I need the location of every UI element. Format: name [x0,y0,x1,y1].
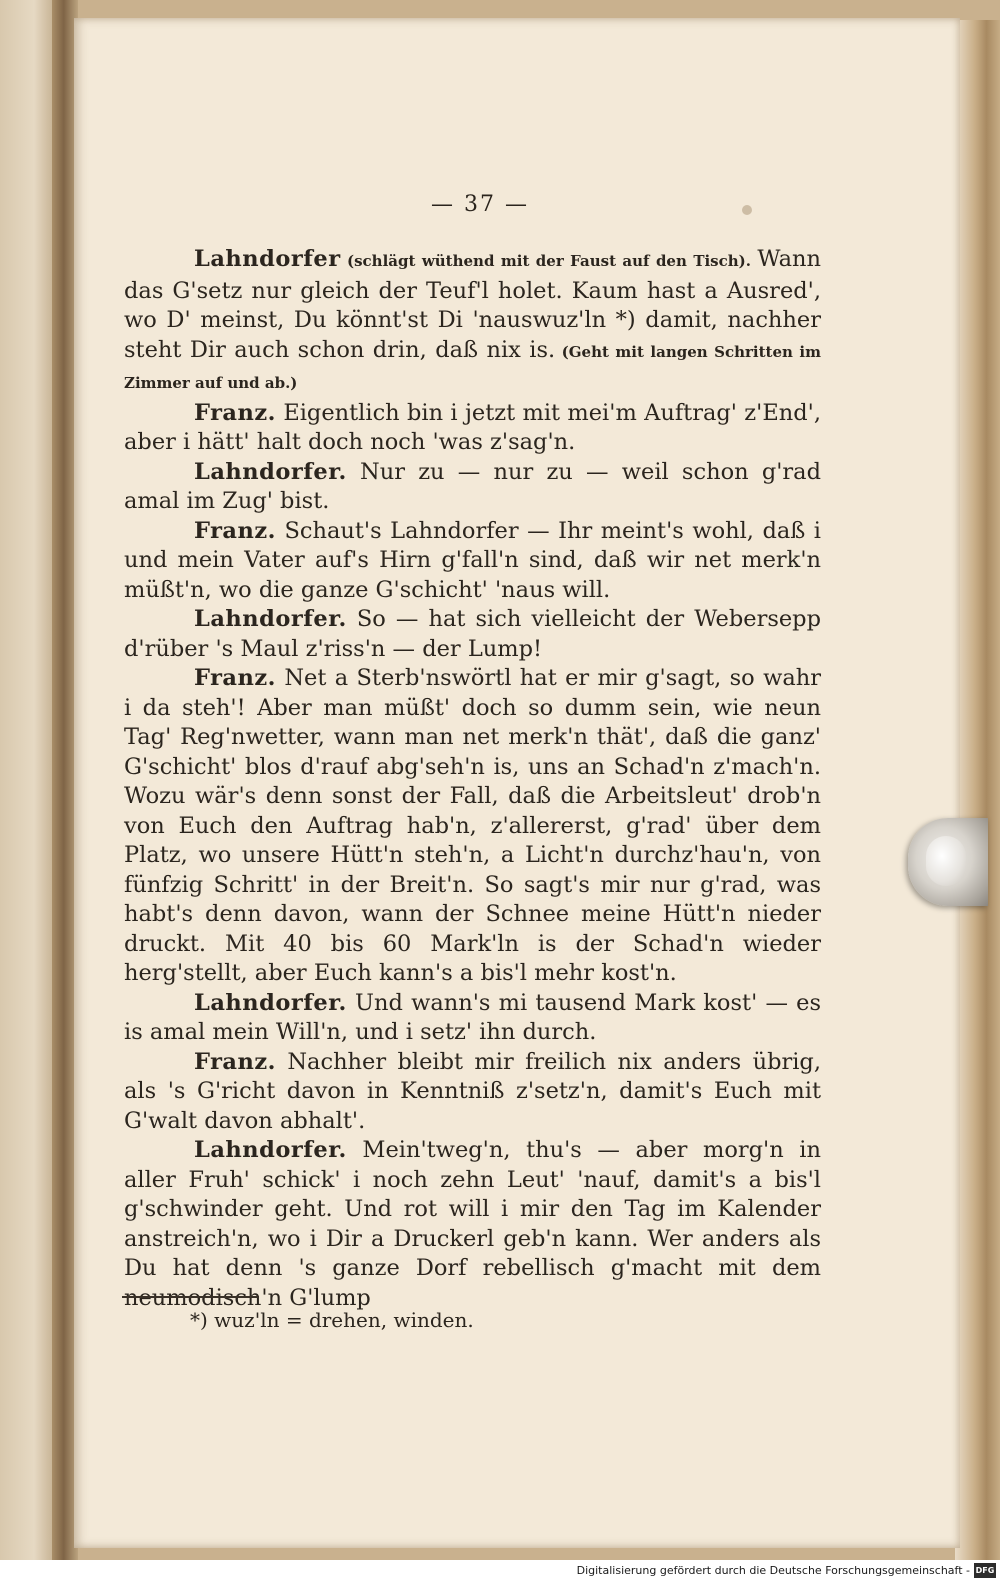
speaker-name: Lahndorfer. [194,606,347,632]
paragraph [124,517,821,606]
paragraph [124,458,821,517]
dfg-logo: DFG [974,1563,996,1578]
speaker-name: Lahndorfer. [194,458,347,485]
speaker-name: Lahndorfer [194,246,341,272]
footnote: *) wuz'ln = drehen, winden. [190,1308,474,1332]
page-body [124,245,821,1313]
dialogue-text: Wann das G'setz nur gleich der Teuf'l holet. Kaum hast a Ausred', wo D' meinst, Du könnt'st Di 'nauswuz'ln *) damit, nachher steht Dir auch schon drin, daß nix is. [124,246,821,363]
dialogue-text: Nachher bleibt mir freilich nix anders übrig, als 's G'richt davon in Kenntniß z'setz'n, damit's Euch mit G'walt davon abhalt'. [124,1048,821,1134]
dialogue-text: Nur zu — nur zu — weil schon g'rad amal im Zug' bist. [124,458,821,514]
page-clip [908,818,988,906]
dialogue-text: So — hat sich vielleicht der Webersepp d'rüber 's Maul z'riss'n — der Lump! [124,606,821,662]
page-number: — 37 — [431,192,529,217]
page-stack-edge [955,20,1000,1560]
paragraph [124,1136,821,1313]
speaker-name: Lahndorfer. [194,1137,347,1163]
paragraph [124,399,821,458]
paragraph [124,989,821,1048]
speaker-name: Franz. [194,517,276,544]
paragraph [124,1048,821,1137]
stage-direction: (Geht mit langen Schritten im Zimmer auf und ab.) [124,342,821,392]
dialogue-text: Und wann's mi tausend Mark kost' — es is amal mein Will'n, und i setz' ihn durch. [124,989,821,1045]
dialogue-text: Net a Sterb'nswörtl hat er mir g'sagt, so wahr i da steh'! Aber man müßt' doch so dumm sein, wie neun Tag' Reg'nwetter, wann man net merk'n thät', daß die ganz' G'schicht' blos d'rauf abg'seh'n is, uns an Schad'n z'mach'n. Wozu wär's denn sonst der Fall, daß die Arbeitsleut' drob'n von Euch den Auftrag hab'n, z'allererst, g'rad' über dem Platz, wo unsere Hütt'n steh'n, a Licht'n durchz'hau'n, von fünfzig Schritt' in der Breit'n. So sagt's mir nur g'rad, was habt's denn davon, wann der Schnee meine Hütt'n nieder druckt. Mit 40 bis 60 Mark'ln is der Schad'n wieder herg'stellt, aber Euch kann's a bis'l mehr kost'n. [124,665,821,986]
digitization-credit: Digitalisierung gefördert durch die Deutsche Forschungsgemeinschaft - [576,1564,970,1577]
paragraph [124,664,821,989]
stage-direction: (schlägt wüthend mit der Faust auf den Tisch). [340,252,758,270]
speaker-name: Franz. [194,665,276,691]
dialogue-text: Schaut's Lahndorfer — Ihr meint's wohl, daß i und mein Vater auf's Hirn g'fall'n sind, daß wir net merk'n müßt'n, wo die ganze G'schicht' 'naus will. [124,517,821,603]
paragraph [124,605,821,664]
speaker-name: Franz. [194,1048,276,1075]
page-clip-highlight [926,836,966,886]
footnote-rule [122,1296,259,1298]
dialogue-text: Eigentlich bin i jetzt mit mei'm Auftrag' z'End', aber i hätt' halt doch noch 'was z'sag'n. [124,399,821,455]
speaker-name: Franz. [194,399,276,426]
paper-spot [742,205,752,215]
dialogue-text: Mein'tweg'n, thu's — aber morg'n in aller Fruh' schick' i noch zehn Leut' 'nauf, damit's a bis'l g'schwinder geht. Und rot will i mir den Tag im Kalender anstreich'n, wo i Dir a Druckerl geb'n kann. Wer anders als Du hat denn 's ganze Dorf rebellisch g'macht mit dem neumodisch'n G'lump [124,1137,821,1311]
speaker-name: Lahndorfer. [194,989,347,1016]
paragraph [124,245,821,399]
